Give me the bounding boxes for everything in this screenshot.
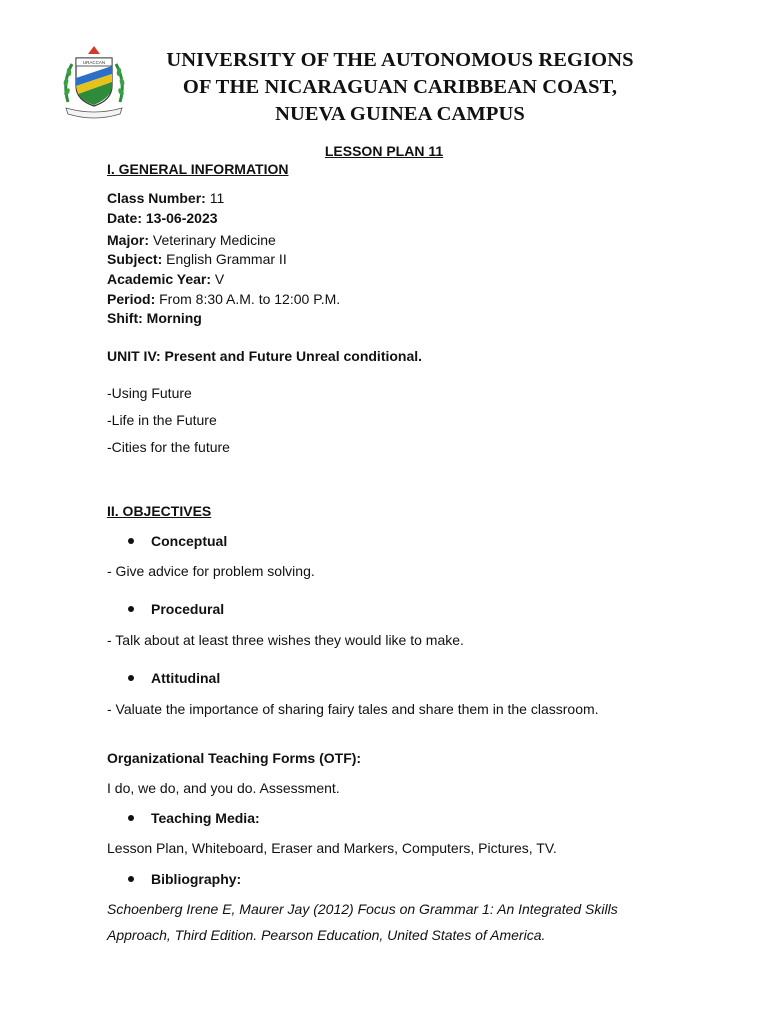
university-seal-logo	[58, 42, 130, 122]
subject-value: English Grammar II	[162, 251, 287, 267]
bibliography-label: Bibliography:	[151, 871, 242, 887]
subject-line	[107, 250, 287, 268]
bullet-icon	[128, 876, 134, 882]
lesson-plan-title: LESSON PLAN 11	[324, 143, 444, 159]
bibliography	[128, 870, 241, 888]
academic-year-label: Academic Year:	[107, 271, 212, 287]
subject-label: Subject:	[107, 251, 163, 267]
objectives-heading: II. OBJECTIVES	[107, 503, 212, 519]
unit-topic: -Using Future	[107, 385, 192, 401]
period-line	[107, 290, 340, 308]
class-number-value: 11	[205, 190, 225, 206]
otf-text: I do, we do, and you do. Assessment.	[107, 780, 340, 796]
unit-topic: -Cities for the future	[107, 439, 230, 455]
attitudinal-label: Attitudinal	[151, 670, 221, 686]
shift-line: Shift: Morning	[107, 310, 202, 326]
svg-text:URACCAN: URACCAN	[82, 60, 106, 65]
conceptual-text: - Give advice for problem solving.	[107, 563, 315, 579]
conceptual-label: Conceptual	[151, 533, 228, 549]
bullet-icon	[128, 606, 134, 612]
header-line-3: NUEVA GUINEA CAMPUS	[275, 103, 525, 125]
procedural-label: Procedural	[151, 601, 225, 617]
teaching-media	[128, 809, 260, 827]
bullet-icon	[128, 538, 134, 544]
header-line-1: UNIVERSITY OF THE AUTONOMOUS REGIONS	[166, 49, 634, 71]
bullet-icon	[128, 815, 134, 821]
objective-procedural	[128, 600, 224, 618]
major-label: Major:	[107, 232, 149, 248]
attitudinal-text: - Valuate the importance of sharing fairy tales and share them in the classroom.	[107, 701, 599, 717]
objective-conceptual	[128, 532, 227, 550]
objective-attitudinal	[128, 669, 220, 687]
university-header	[130, 47, 670, 128]
academic-year-value: V	[211, 271, 225, 287]
procedural-text: - Talk about at least three wishes they would like to make.	[107, 632, 464, 648]
teaching-media-text: Lesson Plan, Whiteboard, Eraser and Markers, Computers, Pictures, TV.	[107, 840, 557, 856]
otf-heading: Organizational Teaching Forms (OTF):	[107, 750, 362, 766]
bibliography-line-2: Approach, Third Edition. Pearson Education, United States of America.	[107, 927, 546, 943]
unit-topic: -Life in the Future	[107, 412, 217, 428]
major-line	[107, 231, 276, 249]
general-information-heading: I. GENERAL INFORMATION	[107, 161, 289, 177]
bullet-icon	[128, 675, 134, 681]
header-line-2: OF THE NICARAGUAN CARIBBEAN COAST,	[182, 76, 618, 98]
academic-year-line	[107, 270, 224, 288]
unit-title: UNIT IV: Present and Future Unreal conditional.	[107, 348, 423, 364]
major-value: Veterinary Medicine	[149, 232, 276, 248]
class-number-line	[107, 189, 224, 207]
period-label: Period:	[107, 291, 156, 307]
class-number-label: Class Number:	[107, 190, 206, 206]
bibliography-line-1: Schoenberg Irene E, Maurer Jay (2012) Focus on Grammar 1: An Integrated Skills	[107, 901, 618, 917]
date-line: Date: 13-06-2023	[107, 210, 218, 226]
teaching-media-label: Teaching Media:	[151, 810, 260, 826]
period-value: From 8:30 A.M. to 12:00 P.M.	[155, 291, 341, 307]
